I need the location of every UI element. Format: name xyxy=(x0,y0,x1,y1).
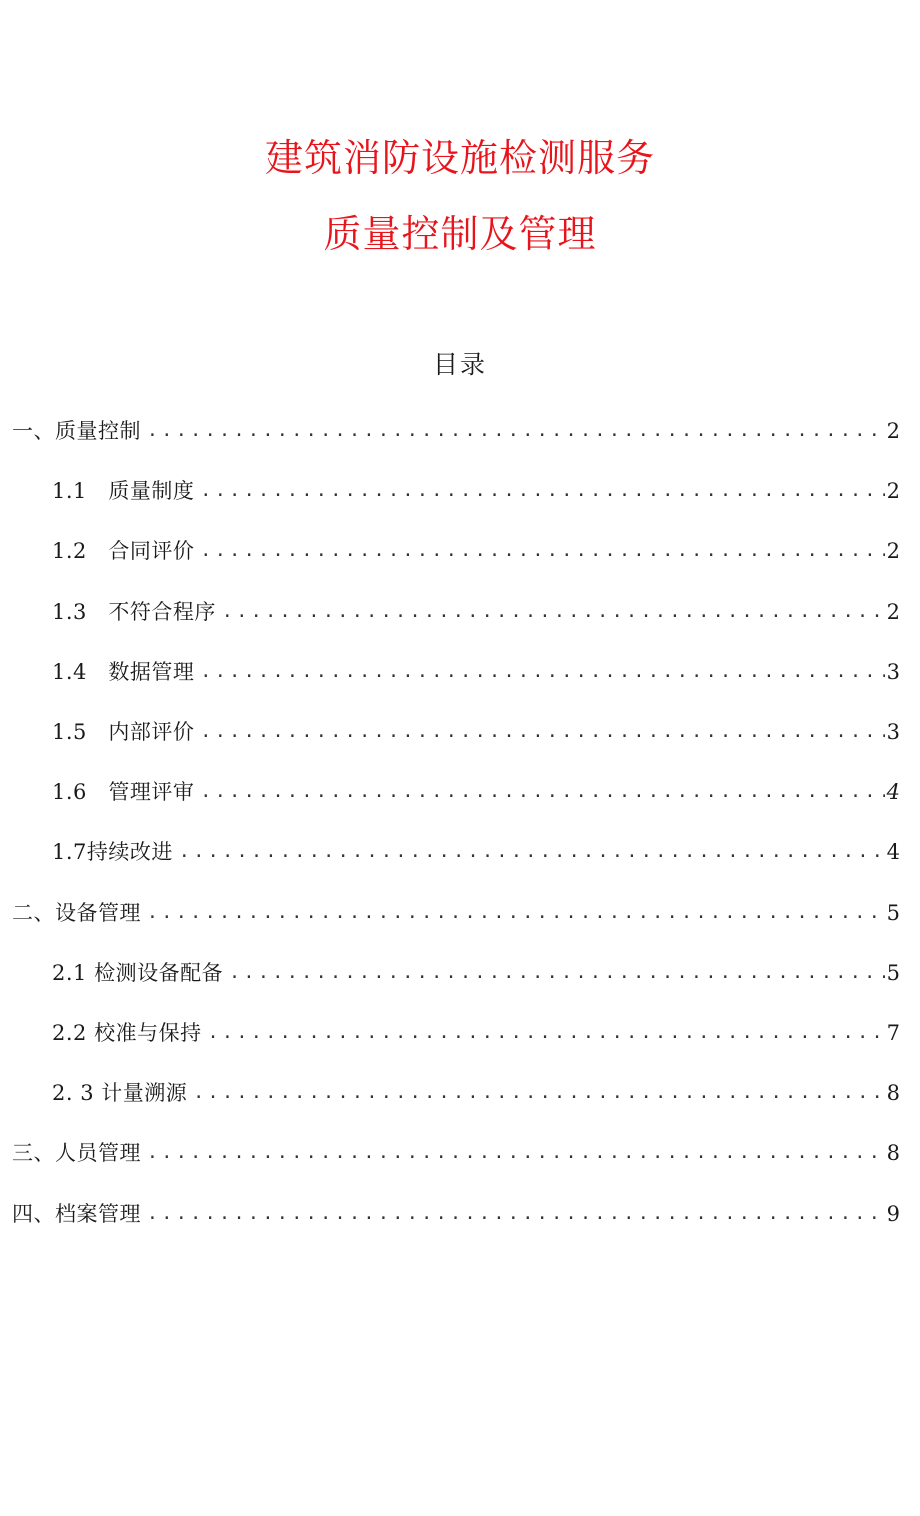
toc-entry-label: 2. 3 计量溯源 xyxy=(52,1081,188,1106)
toc-entry-label: 1.6 管理评审 xyxy=(52,780,195,805)
toc-entry-leader xyxy=(194,538,884,564)
toc-entry[interactable] xyxy=(12,406,900,450)
toc-entry-label: 1.4 数据管理 xyxy=(52,659,195,684)
toc-entry-page: 8 xyxy=(886,1081,900,1106)
toc-entry[interactable] xyxy=(52,1068,900,1112)
toc-entry-leader xyxy=(216,599,885,625)
toc-entry[interactable] xyxy=(12,1189,900,1233)
toc-entry-page: 2 xyxy=(886,419,900,443)
toc-entry[interactable] xyxy=(52,767,900,811)
toc-entry[interactable] xyxy=(52,948,900,992)
toc-entry-page: 2 xyxy=(886,539,900,564)
toc-entry-label: 四、档案管理 xyxy=(12,1201,141,1226)
toc-entry-leader xyxy=(194,478,884,504)
toc-entry-label: 1.5 内部评价 xyxy=(52,720,195,744)
toc-entry[interactable] xyxy=(12,888,900,932)
toc-entry-page: 8 xyxy=(886,1141,900,1166)
toc-entry-label: 2.1 检测设备配备 xyxy=(52,960,224,985)
toc-entry-page: 2 xyxy=(886,479,900,504)
toc-entry-page: 5 xyxy=(886,960,900,985)
toc-entry-page: 2 xyxy=(886,599,900,624)
toc-entry[interactable] xyxy=(52,827,900,871)
document-title-line-2: 质量控制及管理 xyxy=(323,212,597,256)
toc-entry-label: 1.2 合同评价 xyxy=(52,539,195,564)
toc-entry[interactable] xyxy=(12,1128,900,1172)
toc-entry-leader xyxy=(223,960,885,986)
toc-entry-leader xyxy=(194,779,884,805)
toc-entry[interactable] xyxy=(52,707,900,751)
toc-heading: 目录 xyxy=(432,350,487,379)
toc-entry[interactable] xyxy=(52,587,900,631)
toc-entry-leader xyxy=(141,900,885,926)
toc-entry-leader xyxy=(194,659,884,685)
toc-entry-label: 三、人员管理 xyxy=(12,1141,141,1166)
toc-entry-label: 1.7持续改进 xyxy=(52,840,173,865)
toc-entry-page: 4 xyxy=(886,840,900,865)
toc-entry-page: 7 xyxy=(886,1021,900,1045)
toc-entry-leader xyxy=(173,839,885,865)
toc-entry-page: 9 xyxy=(886,1201,900,1226)
toc-entry-leader xyxy=(141,418,885,444)
toc-entry-page: 3 xyxy=(886,659,900,684)
toc-entry-label: 一、质量控制 xyxy=(12,419,141,443)
toc-entry-page: 4 xyxy=(886,780,900,805)
toc-entry-leader xyxy=(187,1080,884,1106)
toc-entry-leader xyxy=(194,719,884,745)
toc-entry-page: 3 xyxy=(886,720,900,744)
toc-entry-label: 二、设备管理 xyxy=(12,900,141,925)
toc-entry-leader xyxy=(141,1140,885,1166)
toc-entry-page: 5 xyxy=(886,900,900,925)
toc-entry-leader xyxy=(141,1201,885,1227)
toc-entry[interactable] xyxy=(52,466,900,510)
toc-entry-leader xyxy=(202,1020,885,1046)
toc-entry[interactable] xyxy=(52,647,900,691)
toc-entry[interactable] xyxy=(52,526,900,570)
toc-entry[interactable] xyxy=(52,1008,900,1052)
toc-entry-label: 1.3 不符合程序 xyxy=(52,599,216,624)
document-title-line-1: 建筑消防设施检测服务 xyxy=(264,136,655,180)
toc-entry-label: 1.1 质量制度 xyxy=(52,479,195,504)
toc-entry-label: 2.2 校准与保持 xyxy=(52,1021,202,1045)
